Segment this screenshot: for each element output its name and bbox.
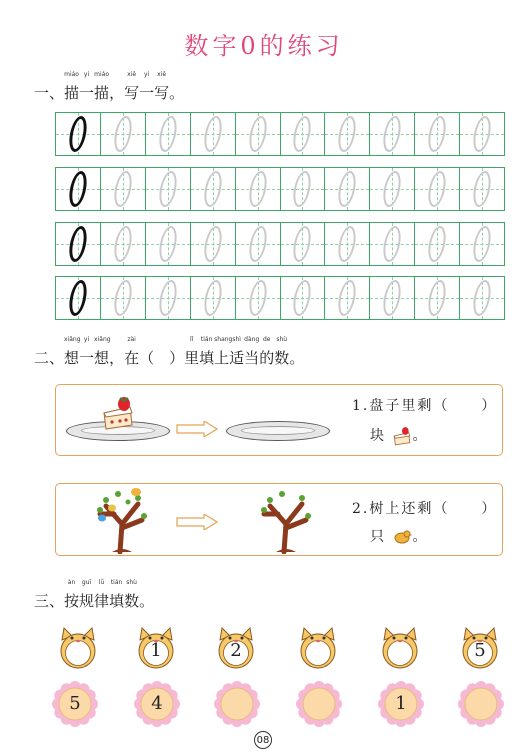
zero-trace-guide bbox=[112, 171, 134, 207]
flower-badge bbox=[378, 681, 424, 727]
tracing-cell[interactable] bbox=[281, 277, 326, 319]
hanzi: 当 bbox=[244, 349, 260, 367]
section-2-prefix: 二、 bbox=[34, 349, 65, 367]
tracing-cell[interactable] bbox=[56, 223, 101, 265]
pinyin: miáo bbox=[64, 71, 79, 78]
pinyin: zài bbox=[127, 336, 136, 343]
hanzi: 想 bbox=[94, 349, 110, 367]
flower-number: 5 bbox=[69, 693, 81, 714]
heading-char bbox=[79, 579, 95, 611]
pinyin: xiě bbox=[127, 71, 137, 78]
heading-char bbox=[79, 71, 95, 103]
heading-char bbox=[94, 579, 110, 611]
cat-badge bbox=[458, 626, 502, 670]
tracing-cell[interactable] bbox=[146, 223, 191, 265]
hanzi: 一 bbox=[79, 84, 95, 102]
hanzi: 律 bbox=[94, 592, 110, 610]
tracing-cell[interactable] bbox=[56, 168, 101, 210]
tracing-cell[interactable] bbox=[236, 277, 281, 319]
hanzi: 一 bbox=[139, 84, 155, 102]
tracing-cell[interactable] bbox=[56, 277, 101, 319]
question-2-panel bbox=[55, 483, 503, 556]
tracing-cell[interactable] bbox=[325, 223, 370, 265]
tracing-cell[interactable] bbox=[281, 168, 326, 210]
pinyin: shì bbox=[232, 336, 241, 343]
heading-char bbox=[139, 71, 155, 103]
heading-char bbox=[229, 336, 245, 368]
heading-char bbox=[169, 82, 184, 103]
tracing-cell[interactable] bbox=[325, 277, 370, 319]
tracing-cell[interactable] bbox=[101, 223, 146, 265]
tracing-cell[interactable] bbox=[370, 277, 415, 319]
heading-char bbox=[244, 336, 260, 368]
hanzi: ， bbox=[109, 84, 125, 102]
tracing-cell[interactable] bbox=[460, 277, 504, 319]
zero-example bbox=[67, 226, 89, 262]
zero-trace-guide bbox=[471, 171, 493, 207]
hanzi: 上 bbox=[214, 349, 230, 367]
bird-icon bbox=[392, 527, 412, 547]
tracing-row bbox=[55, 167, 505, 211]
heading-char bbox=[124, 579, 140, 611]
section-3-heading bbox=[34, 579, 155, 611]
cat-number: 1 bbox=[150, 640, 162, 661]
zero-trace-guide bbox=[246, 171, 268, 207]
tracing-cell[interactable] bbox=[101, 113, 146, 155]
heading-char bbox=[64, 71, 80, 103]
question-2-unit bbox=[370, 526, 428, 547]
heading-char bbox=[109, 347, 124, 368]
tracing-cell[interactable] bbox=[370, 113, 415, 155]
hanzi: 填 bbox=[109, 592, 125, 610]
hanzi: 想 bbox=[64, 349, 80, 367]
heading-char bbox=[289, 347, 304, 368]
tracing-cell[interactable] bbox=[146, 277, 191, 319]
pinyin: shang bbox=[214, 336, 233, 343]
cat-number: 5 bbox=[474, 640, 486, 661]
cat-badge bbox=[214, 626, 258, 670]
hanzi: 里 bbox=[184, 349, 200, 367]
tracing-cell[interactable] bbox=[415, 223, 460, 265]
tracing-cell[interactable] bbox=[236, 168, 281, 210]
tracing-cell[interactable] bbox=[236, 223, 281, 265]
tracing-row bbox=[55, 222, 505, 266]
zero-example bbox=[67, 171, 89, 207]
zero-example bbox=[67, 116, 89, 152]
cat-badge[interactable] bbox=[296, 626, 340, 670]
tracing-cell[interactable] bbox=[191, 113, 236, 155]
pinyin: shù bbox=[276, 336, 288, 343]
cat-number: 2 bbox=[230, 640, 242, 661]
tracing-cell[interactable] bbox=[415, 113, 460, 155]
flower-badge bbox=[134, 681, 180, 727]
tracing-cell[interactable] bbox=[325, 113, 370, 155]
flower-number: 4 bbox=[151, 693, 163, 714]
section-1-prefix: 一、 bbox=[34, 84, 65, 102]
hanzi: 描 bbox=[64, 84, 80, 102]
heading-char bbox=[64, 579, 80, 611]
zero-trace-guide bbox=[157, 226, 179, 262]
heading-char bbox=[64, 336, 81, 368]
zero-trace-guide bbox=[471, 116, 493, 152]
tracing-cell[interactable] bbox=[56, 113, 101, 155]
pinyin: de bbox=[262, 336, 271, 343]
heading-char bbox=[259, 336, 275, 368]
heading-char bbox=[79, 336, 95, 368]
tracing-cell[interactable] bbox=[101, 168, 146, 210]
heading-char bbox=[124, 336, 140, 368]
cat-badge[interactable] bbox=[56, 626, 100, 670]
hanzi: 规 bbox=[79, 592, 95, 610]
flower-badge bbox=[52, 681, 98, 727]
cat-badge[interactable] bbox=[378, 626, 422, 670]
arrow-right-icon bbox=[176, 421, 218, 437]
cat-badge bbox=[134, 626, 178, 670]
hanzi: 写 bbox=[154, 84, 170, 102]
zero-trace-guide bbox=[246, 116, 268, 152]
flower-badge[interactable] bbox=[214, 681, 260, 727]
tracing-cell[interactable] bbox=[460, 113, 504, 155]
question-1-text: 1.盘子里剩（ ） bbox=[352, 398, 498, 414]
section-1-text bbox=[64, 71, 185, 102]
question-2-end: 。 bbox=[412, 529, 429, 545]
heading-char bbox=[184, 336, 200, 368]
page-title: 数字0的练习 bbox=[184, 32, 344, 60]
heading-char bbox=[214, 336, 233, 368]
hanzi: 适 bbox=[229, 349, 245, 367]
tracing-cell[interactable] bbox=[146, 168, 191, 210]
pinyin: xiǎng bbox=[64, 336, 81, 343]
page-number: 08 bbox=[254, 731, 272, 749]
heading-char bbox=[124, 71, 140, 103]
empty-plate bbox=[226, 421, 330, 441]
hanzi: 。 bbox=[289, 349, 305, 367]
zero-trace-guide bbox=[112, 116, 134, 152]
zero-trace-guide bbox=[157, 171, 179, 207]
pinyin: lǐ bbox=[189, 336, 194, 343]
flower-badge[interactable] bbox=[296, 681, 342, 727]
zero-trace-guide bbox=[201, 280, 223, 316]
cake-small-icon bbox=[392, 426, 412, 446]
section-2-text bbox=[64, 336, 305, 367]
hanzi: 写 bbox=[124, 84, 140, 102]
tracing-cell[interactable] bbox=[415, 277, 460, 319]
zero-trace-guide bbox=[201, 116, 223, 152]
zero-trace-guide bbox=[201, 171, 223, 207]
question-1-end: 。 bbox=[412, 428, 429, 444]
hanzi: 按 bbox=[64, 592, 80, 610]
pinyin: tián bbox=[200, 336, 213, 343]
pinyin: yi bbox=[143, 71, 150, 78]
tracing-row bbox=[55, 112, 505, 156]
pinyin: lǜ bbox=[98, 579, 105, 586]
pinyin: dàng bbox=[244, 336, 260, 343]
zero-trace-guide bbox=[112, 226, 134, 262]
zero-trace-guide bbox=[246, 280, 268, 316]
question-1-unit-text: 块 bbox=[370, 428, 386, 444]
zero-example bbox=[67, 280, 89, 316]
hanzi: 的 bbox=[259, 349, 275, 367]
tracing-cell[interactable] bbox=[191, 277, 236, 319]
pinyin: xiě bbox=[157, 71, 167, 78]
heading-char bbox=[139, 347, 184, 368]
pinyin: xiǎng bbox=[94, 336, 111, 343]
hanzi: 一 bbox=[79, 349, 95, 367]
heading-char bbox=[94, 71, 110, 103]
hanzi: 。 bbox=[139, 592, 155, 610]
hanzi: 。 bbox=[169, 84, 185, 102]
section-1-heading bbox=[34, 71, 185, 103]
tracing-cell[interactable] bbox=[370, 168, 415, 210]
cake-icon bbox=[100, 395, 136, 431]
tracing-cell[interactable] bbox=[146, 113, 191, 155]
heading-char bbox=[94, 336, 111, 368]
section-3-prefix: 三、 bbox=[34, 592, 65, 610]
zero-trace-guide bbox=[201, 226, 223, 262]
section-2-heading bbox=[34, 336, 305, 368]
pinyin: shù bbox=[126, 579, 137, 586]
tracing-cell[interactable] bbox=[370, 223, 415, 265]
heading-char bbox=[199, 336, 215, 368]
pinyin: yi bbox=[83, 336, 90, 343]
section-3-text bbox=[64, 579, 155, 610]
zero-trace-guide bbox=[246, 226, 268, 262]
flower-number: 1 bbox=[395, 693, 407, 714]
heading-char bbox=[109, 579, 125, 611]
pinyin: miáo bbox=[94, 71, 109, 78]
tracing-cell[interactable] bbox=[281, 113, 326, 155]
question-1-unit bbox=[370, 425, 428, 446]
tracing-cell[interactable] bbox=[191, 168, 236, 210]
tree-empty-icon bbox=[256, 484, 320, 554]
hanzi: 填 bbox=[199, 349, 215, 367]
tracing-cell[interactable] bbox=[325, 168, 370, 210]
zero-trace-guide bbox=[112, 280, 134, 316]
pinyin: tián bbox=[110, 579, 123, 586]
tracing-cell[interactable] bbox=[191, 223, 236, 265]
question-2-text: 2.树上还剩（ ） bbox=[352, 501, 498, 517]
pinyin: guī bbox=[81, 579, 92, 586]
question-2-unit-text: 只 bbox=[370, 529, 386, 545]
hanzi: （ ） bbox=[139, 349, 185, 367]
question-1-panel bbox=[55, 384, 503, 456]
hanzi: 数 bbox=[124, 592, 140, 610]
tracing-cell[interactable] bbox=[101, 277, 146, 319]
tracing-row bbox=[55, 276, 505, 320]
hanzi: 数 bbox=[274, 349, 290, 367]
tracing-cell[interactable] bbox=[460, 223, 504, 265]
flower-badge[interactable] bbox=[458, 681, 504, 727]
heading-char bbox=[139, 590, 154, 611]
tracing-cell[interactable] bbox=[460, 168, 504, 210]
pinyin: àn bbox=[67, 579, 76, 586]
tracing-cell[interactable] bbox=[281, 223, 326, 265]
zero-trace-guide bbox=[157, 280, 179, 316]
zero-trace-guide bbox=[157, 116, 179, 152]
heading-char bbox=[109, 82, 124, 103]
tracing-cell[interactable] bbox=[415, 168, 460, 210]
zero-trace-guide bbox=[471, 280, 493, 316]
pinyin: yi bbox=[83, 71, 90, 78]
hanzi: 描 bbox=[94, 84, 110, 102]
tracing-cell[interactable] bbox=[236, 113, 281, 155]
arrow-right-icon-2 bbox=[176, 514, 218, 530]
heading-char bbox=[274, 336, 290, 368]
hanzi: 在 bbox=[124, 349, 140, 367]
zero-trace-guide bbox=[471, 226, 493, 262]
heading-char bbox=[154, 71, 170, 103]
hanzi: ， bbox=[109, 349, 125, 367]
tree-with-birds-icon bbox=[92, 484, 156, 554]
